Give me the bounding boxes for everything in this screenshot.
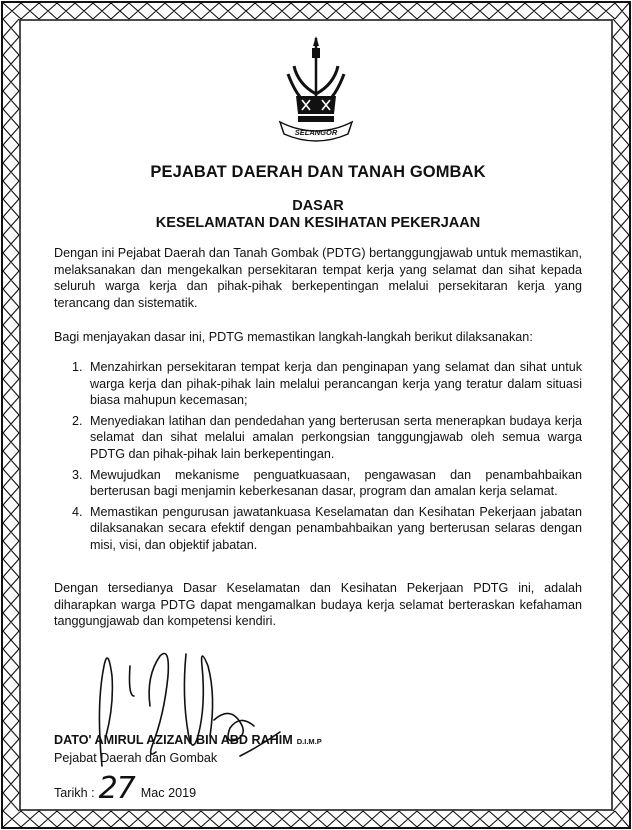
closing-paragraph: Dengan tersedianya Dasar Keselamatan dan Kesihatan Pekerjaan PDTG ini, adalah diharapkan warga PDTG dapat mengamalkan budaya kerja selamat berteraskan kefahaman tanggungjawab dan kompetensi kendiri. (54, 581, 582, 629)
policy-label: DASAR (292, 198, 344, 214)
policy-steps-list (54, 359, 582, 558)
list-item-number: 3. (72, 467, 83, 482)
date-day-handwritten: 27 (98, 771, 135, 806)
date-label: Tarikh : (54, 786, 95, 800)
policy-title (54, 198, 582, 232)
signer-office: Pejabat Daerah dan Gombak (54, 751, 218, 765)
policy-subject: KESELAMATAN DAN KESIHATAN PEKERJAAN (155, 215, 481, 231)
list-item (54, 467, 582, 500)
list-item-number: 4. (72, 504, 83, 519)
selangor-crest-icon (276, 36, 356, 146)
list-item (54, 359, 582, 409)
signer-honorific: D.I.M.P (296, 737, 322, 746)
list-item-text: Menzahirkan persekitaran tempat kerja dan penginapan yang selamat dan sihat untuk warga kerja dan pihak-pihak lain melalui perancangan kerja yang teratur dalam situasi biasa mahupun kecemasan; (90, 360, 582, 408)
crest-scroll-label: SELANGOR (294, 128, 338, 137)
list-item-number: 2. (72, 413, 83, 428)
list-item-number: 1. (72, 360, 83, 374)
list-item (54, 504, 582, 554)
list-item (54, 413, 582, 463)
intro-paragraph: Dengan ini Pejabat Daerah dan Tanah Gombak (PDTG) bertanggungjawab untuk memastikan, melaksanakan dan mengekalkan persekitaran tempat kerja yang selamat dan sihat kepada seluruh warga kerja dan pihak-pihak berkepentingan melalui persekitaran kerja yang terancang dan sistematik. (54, 246, 582, 310)
list-item-text: Mewujudkan mekanisme penguatkuasaan, pengawasan dan penambahbaikan berterusan bagi menjamin keberkesanan dasar, program dan amalan kerja selamat. (90, 467, 582, 499)
office-title: PEJABAT DAERAH DAN TANAH GOMBAK (150, 163, 486, 181)
lead-in-paragraph: Bagi menjayakan dasar ini, PDTG memastikan langkah-langkah berikut dilaksanakan: (54, 330, 533, 344)
date-row (54, 771, 197, 806)
signer-name-text: DATO' AMIRUL AZIZAN BIN ABD RAHIM (54, 733, 293, 747)
date-month-year: Mac 2019 (140, 786, 197, 800)
list-item-text: Menyediakan latihan dan pendedahan yang berterusan serta menerapkan budaya kerja selamat dan sihat melalui amalan perkongsian tanggungjawab oleh semua warga PDTG dan pihak-pihak lain berkepentingan. (90, 413, 582, 461)
signer-name (54, 733, 322, 747)
list-item-text: Memastikan pengurusan jawatankuasa Keselamatan dan Kesihatan Pekerjaan jabatan dilaksanakan secara efektif dengan penambahbaikan yang berterusan selaras dengan misi, visi, dan objektif jabatan. (90, 504, 582, 552)
